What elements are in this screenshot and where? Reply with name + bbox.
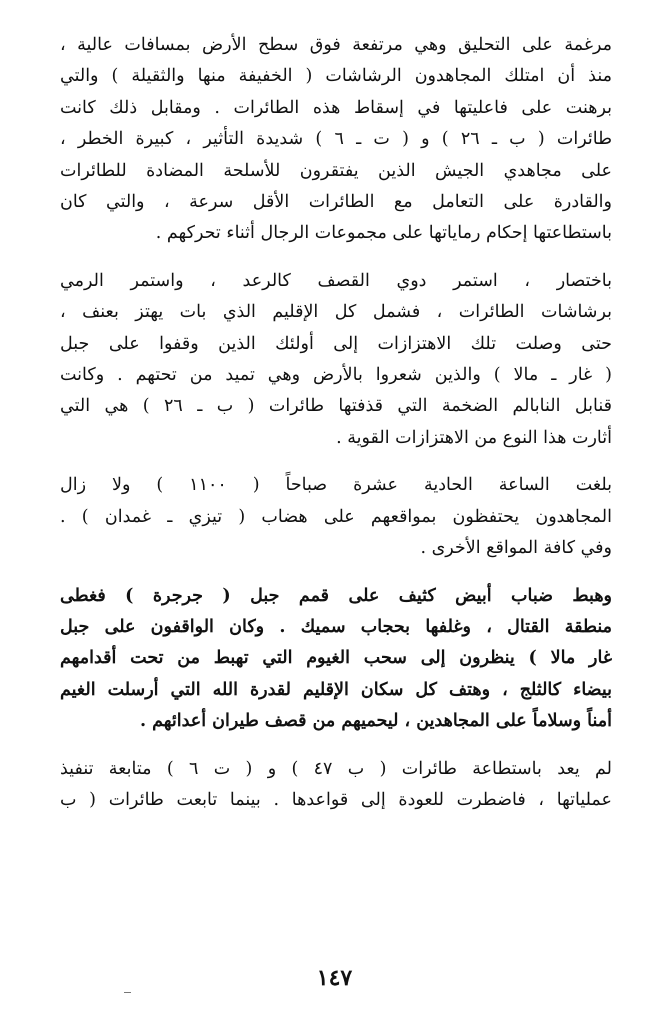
book-page [60,30,612,816]
print-mark [124,992,131,993]
text-line: أثارت هذا النوع من الاهتزازات القوية . [336,427,612,448]
text-line: منطقة القتال ، وغلفها بحجاب سميك . وكان الواقفون على جبل [60,616,612,637]
text-line: عملياتها ، فاضطرت للعودة إلى قواعدها . بينما تابعت طائرات ( ب [60,789,612,810]
text-line: غار مالا ) ينظرون إلى سحب الغيوم التي تهبط من تحت أقدامهم [60,648,612,669]
text-line: باختصار ، استمر دوي القصف كالرعد ، واستمر الرمي [60,270,612,291]
text-line: بيضاء كالثلج ، وهتف كل سكان الإقليم لقدرة الله التي أرسلت الغيم [60,679,612,700]
text-line: بلغت الساعة الحادية عشرة صباحاً ( ١١٠٠ ) ولا زال [60,475,612,496]
paragraph-gap [60,454,612,470]
paragraph-aircraft-threat [60,30,612,250]
paragraph-bombardment [60,266,612,454]
text-line: أمناً وسلاماً على المجاهدين ، ليحميهم من قصف طيران أعدائهم . [139,711,612,732]
text-line: برشاشات الطائرات ، فشمل كل الإقليم الذي بات يهتز بعنف ، [60,302,612,323]
paragraph-gap [60,250,612,266]
text-line: منذ أن امتلك المجاهدون الرشاشات ( الخفيفة منها والثقيلة ) والتي [60,66,612,87]
paragraph-eleven-oclock [60,470,612,564]
text-line: باستطاعتها إحكام رماياتها على مجموعات الرجال أثناء تحركهم . [155,223,612,244]
page-number: ١٤٧ [316,965,353,991]
text-line: ( غار ـ مالا ) والذين شعروا بالأرض وهي تميد من تحتهم . وكانت [60,365,612,386]
text-line: لم يعد باستطاعة طائرات ( ب ٤٧ ) و ( ت ٦ ) متابعة تنفيذ [60,758,613,779]
text-line: المجاهدون يحتفظون بمواقعهم على هضاب ( تيزي ـ غمدان ) . [60,506,612,527]
paragraph-gap [60,738,612,754]
text-line: وهبط ضباب أبيض كثيف على قمم جبل ( جرجرة ) فغطى [60,585,612,606]
paragraph-gap [60,565,612,581]
paragraph-aircraft-return [60,754,612,817]
text-line: وفي كافة المواقع الأخرى . [420,538,612,559]
text-line: برهنت على فاعليتها في إسقاط هذه الطائرات . ومقابل ذلك كانت [60,97,612,118]
text-line: مرغمة على التحليق وهي مرتفعة فوق سطح الأرض بمسافات عالية ، [60,35,612,55]
paragraph-fog [60,581,612,738]
text-line: قنابل النابالم الضخمة التي قذفتها طائرات ( ب ـ ٢٦ ) هي التي [60,396,612,417]
text-line: والقادرة على التعامل مع الطائرات الأقل سرعة ، والتي كان [60,192,612,213]
text-line: على مجاهدي الجيش الذين يفتقرون للأسلحة المضادة للطائرات [60,160,612,181]
text-line: طائرات ( ب ـ ٢٦ ) و ( ت ـ ٦ ) شديدة التأثير ، كبيرة الخطر ، [60,129,612,150]
text-line: حتى وصلت تلك الاهتزازات إلى أولئك الذين وقفوا على جبل [60,333,612,354]
